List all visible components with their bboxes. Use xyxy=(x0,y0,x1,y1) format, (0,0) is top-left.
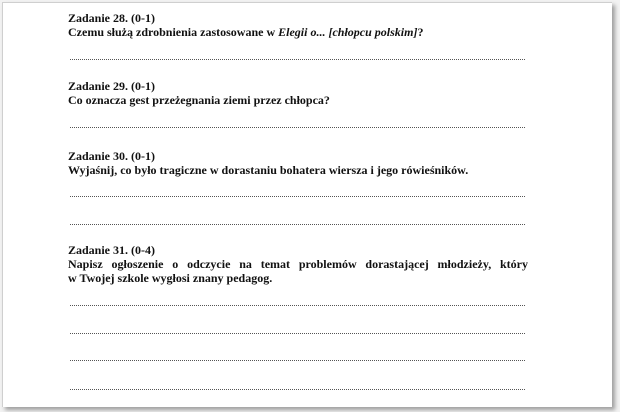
poem-title: Elegii o... [chłopcu polskim] xyxy=(278,25,418,39)
question-28-text xyxy=(68,25,528,39)
question-31-text-line1: Napisz ogłoszenie o odczycie na temat problemów dorastającej młodzieży, który xyxy=(68,257,528,271)
question-29 xyxy=(68,79,528,107)
answer-line-29-1[interactable] xyxy=(70,127,525,128)
question-31 xyxy=(68,243,528,285)
exam-page xyxy=(2,2,612,407)
question-31-text-line2: w Twojej szkole wygłosi znany pedagog. xyxy=(68,271,273,285)
question-28-text-end: ? xyxy=(417,25,424,39)
answer-line-31-1[interactable] xyxy=(70,305,525,306)
answer-line-31-2[interactable] xyxy=(70,333,525,334)
question-28-title: Zadanie 28. (0-1) xyxy=(68,11,155,25)
answer-line-30-1[interactable] xyxy=(70,196,525,197)
question-30 xyxy=(68,149,528,177)
question-31-title: Zadanie 31. (0-4) xyxy=(68,243,155,257)
question-28-text-start: Czemu służą zdrobnienia zastosowane w xyxy=(68,25,279,39)
question-30-text: Wyjaśnij, co było tragiczne w dorastaniu bohatera wiersza i jego rówieśników. xyxy=(68,163,469,177)
answer-line-31-4[interactable] xyxy=(70,389,525,390)
answer-line-31-3[interactable] xyxy=(70,360,525,361)
answer-line-30-2[interactable] xyxy=(70,224,525,225)
question-28 xyxy=(68,11,528,39)
question-30-title: Zadanie 30. (0-1) xyxy=(68,149,155,163)
question-29-text: Co oznacza gest przeżegnania ziemi przez chłopca? xyxy=(68,93,330,107)
answer-line-28-1[interactable] xyxy=(70,59,525,60)
question-29-title: Zadanie 29. (0-1) xyxy=(68,79,155,93)
